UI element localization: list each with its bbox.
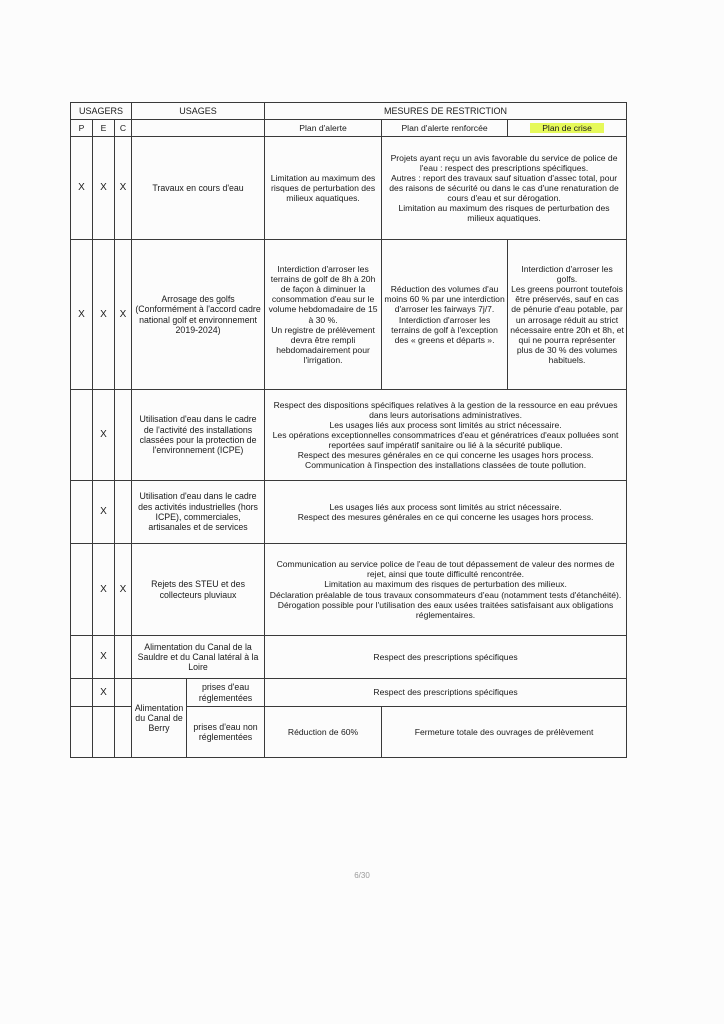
- measure-text: Un registre de prélèvement devra être rempli hebdomadairement pour l'irrigation.: [271, 324, 375, 365]
- industrielles-measures: [265, 481, 627, 544]
- header-c: C: [115, 120, 132, 137]
- mark-c: X: [115, 544, 132, 636]
- measure-text: Limitation au maximum des risques de perturbation des milieux.: [324, 579, 567, 590]
- mark-p: [71, 707, 93, 758]
- header-plan-crise: [508, 120, 627, 137]
- mark-e: X: [93, 679, 115, 707]
- header-usages: USAGES: [132, 103, 265, 120]
- header-plan-alerte: Plan d'alerte: [265, 120, 382, 137]
- measure-text: Respect des mesures générales en ce qui concerne les usages hors process.: [297, 450, 594, 461]
- mark-c: X: [115, 137, 132, 240]
- restriction-table: [70, 102, 627, 758]
- measure-text: Respect des dispositions spécifiques relatives à la gestion de la ressource en eau prévues dans leurs autorisations administratives.: [273, 399, 618, 420]
- mark-e: X: [93, 544, 115, 636]
- mark-c: [115, 636, 132, 679]
- mark-e: X: [93, 137, 115, 240]
- measure-text: Les opérations exceptionnelles consommatrices d'eau et génératrices d'eaux polluées sont reportées sauf impératif sanitaire ou lié à la sécurité publique.: [272, 429, 619, 451]
- measure-text: Interdiction d'arroser les golfs.: [521, 264, 613, 285]
- measure-text: Interdiction d'arroser les terrains de golf à l'exception des « greens et départs ».: [391, 314, 498, 345]
- mark-e: X: [93, 240, 115, 390]
- mark-e: X: [93, 390, 115, 481]
- row-canal-berry-reglementees: [71, 679, 627, 707]
- usage-canal-sauldre: Alimentation du Canal de la Sauldre et du Canal latéral à la Loire: [132, 636, 265, 679]
- header-p: P: [71, 120, 93, 137]
- label-prises-reglementees: prises d'eau réglementées: [187, 679, 265, 707]
- mark-e: X: [93, 481, 115, 544]
- row-steu: [71, 544, 627, 636]
- highlighted-plan-crise: Plan de crise: [530, 123, 604, 133]
- measure-text: Déclaration préalable de tous travaux consommateurs d'eau (notamment tests d'étanchéité).: [269, 589, 622, 600]
- mark-p: [71, 679, 93, 707]
- travaux-alerte: Limitation au maximum des risques de perturbation des milieux aquatiques.: [265, 137, 382, 240]
- mark-p: [71, 544, 93, 636]
- mark-p: [71, 636, 93, 679]
- golfs-crise: [508, 240, 627, 390]
- measure-text: Communication au service police de l'eau de tout dépassement de valeur des normes de rejet, ainsi que toute difficulté rencontrée.: [276, 559, 615, 580]
- header-plan-alerte-renforcee: Plan d'alerte renforcée: [382, 120, 508, 137]
- row-travaux: [71, 137, 627, 240]
- header-e: E: [93, 120, 115, 137]
- steu-measures: [265, 544, 627, 636]
- mark-p: [71, 390, 93, 481]
- row-industrielles: [71, 481, 627, 544]
- mark-c: [115, 679, 132, 707]
- canal-berry-non-reglementees-renforcee-crise: Fermeture totale des ouvrages de prélèvement: [382, 707, 627, 758]
- header-mesures: MESURES DE RESTRICTION: [265, 103, 627, 120]
- usage-industrielles: Utilisation d'eau dans le cadre des activités industrielles (hors ICPE), commerciales, artisanales et de services: [132, 481, 265, 544]
- measure-text: Les greens pourront toutefois être préservés, sauf en cas de pénurie d'eau potable, par un arrosage réduit au strict nécessaire entre 20h et 8h, et qui ne pourra représenter plus de 30 % des volumes habituels.: [510, 284, 624, 365]
- canal-berry-reglementees-measures: Respect des prescriptions spécifiques: [265, 679, 627, 707]
- page-number: 6/30: [354, 871, 370, 880]
- measure-text: Communication à l'inspection des installations classées de toute pollution.: [304, 460, 587, 471]
- mark-c: [115, 707, 132, 758]
- golfs-renforcee: [382, 240, 508, 390]
- golfs-alerte: [265, 240, 382, 390]
- measure-text: Réduction des volumes d'au moins 60 % par une interdiction d'arroser les fairways 7j/7.: [384, 284, 505, 315]
- canal-sauldre-measures: Respect des prescriptions spécifiques: [265, 636, 627, 679]
- measure-text: Projets ayant reçu un avis favorable du service de police de l'eau : respect des prescriptions spécifiques.: [390, 152, 618, 173]
- label-prises-non-reglementees: prises d'eau non réglementées: [187, 707, 265, 758]
- mark-c: X: [115, 240, 132, 390]
- mark-c: [115, 390, 132, 481]
- mark-c: [115, 481, 132, 544]
- row-golfs: [71, 240, 627, 390]
- usage-steu: Rejets des STEU et des collecteurs pluviaux: [132, 544, 265, 636]
- usage-golfs: Arrosage des golfs (Conformément à l'accord cadre national golf et environnement 2019-2024): [132, 240, 265, 390]
- mark-e: [93, 707, 115, 758]
- measure-text: Interdiction d'arroser les terrains de golf de 8h à 20h de façon à diminuer la consommation d'eau sur le volume hebdomadaire de 15 à 30 %.: [268, 264, 378, 325]
- header-usagers: USAGERS: [71, 103, 132, 120]
- travaux-renforcee-crise: [382, 137, 627, 240]
- header-row-1: [71, 103, 627, 120]
- row-canal-sauldre: [71, 636, 627, 679]
- measure-text: Limitation au maximum des risques de perturbation des milieux aquatiques.: [398, 203, 610, 224]
- measure-text: Autres : report des travaux sauf situation d'assec total, pour des raisons de sécurité ou dans le cas d'une renaturation de cours d'eau et sur dérogation.: [389, 172, 619, 204]
- measure-text: Les usages liés aux process sont limités au strict nécessaire.: [329, 419, 562, 430]
- usage-canal-berry: Alimentation du Canal de Berry: [132, 679, 187, 758]
- measure-text: Dérogation possible pour l'utilisation des eaux usées traitées satisfaisant aux obligations réglementaires.: [277, 599, 614, 620]
- mark-e: X: [93, 636, 115, 679]
- usage-travaux: Travaux en cours d'eau: [132, 137, 265, 240]
- mark-p: X: [71, 240, 93, 390]
- header-row-2: [71, 120, 627, 137]
- measure-text: Les usages liés aux process sont limités au strict nécessaire.: [329, 501, 562, 512]
- mark-p: X: [71, 137, 93, 240]
- row-icpe: [71, 390, 627, 481]
- header-usage-blank: [132, 120, 265, 137]
- canal-berry-non-reglementees-alerte: Réduction de 60%: [265, 707, 382, 758]
- measure-text: Respect des mesures générales en ce qui concerne les usages hors process.: [297, 512, 594, 522]
- mark-p: [71, 481, 93, 544]
- icpe-measures: [265, 390, 627, 481]
- usage-icpe: Utilisation d'eau dans le cadre de l'activité des installations classées pour la protection de l'environnement (ICPE): [132, 390, 265, 481]
